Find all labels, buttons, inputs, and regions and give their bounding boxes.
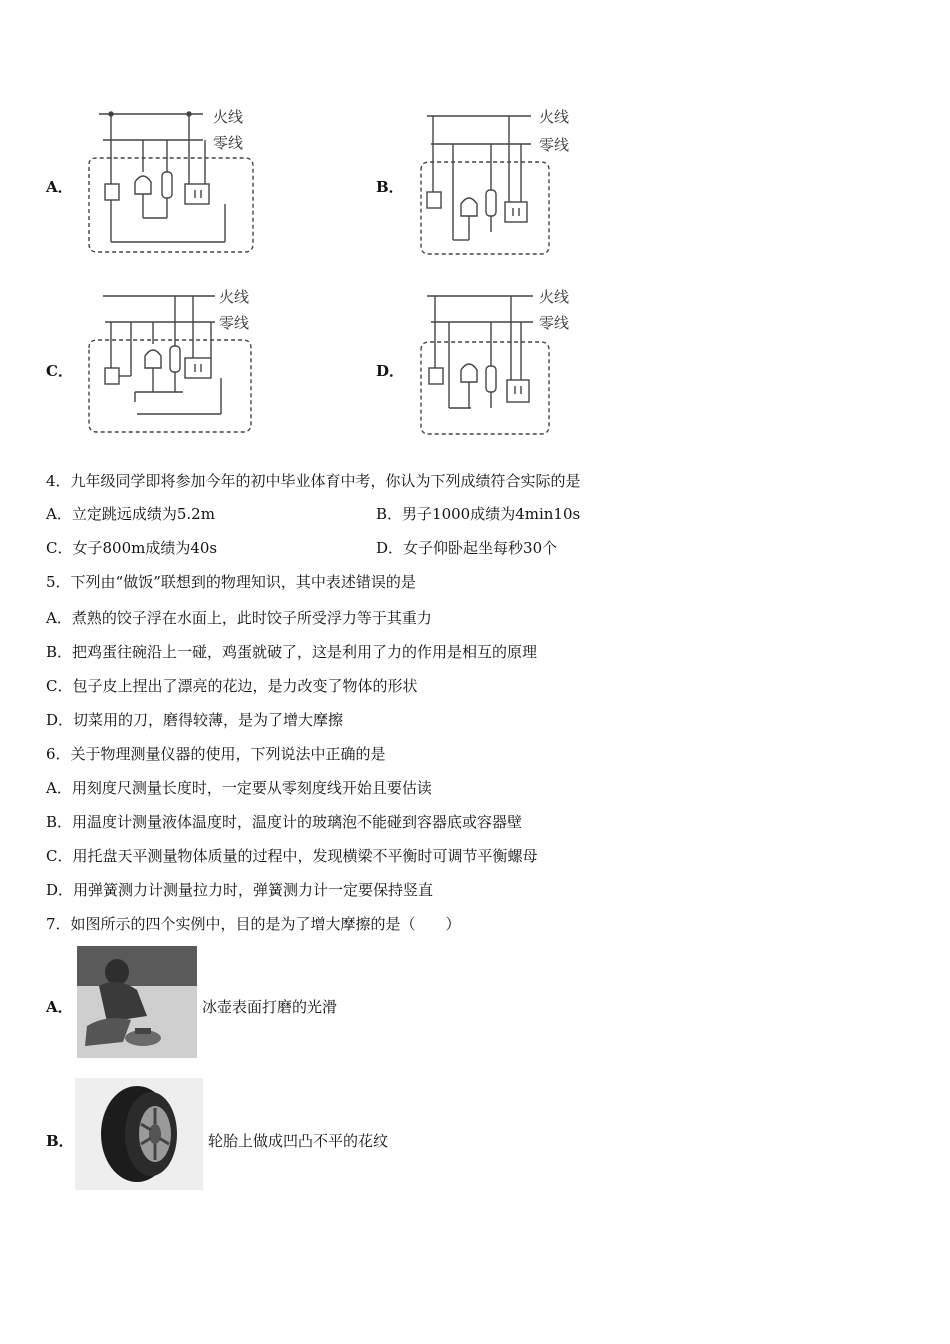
question-7-option-a-label: A． <box>46 998 73 1016</box>
circuit-diagram-a <box>85 104 265 256</box>
live-wire-label: 火线 <box>539 288 570 306</box>
circuit-diagram-b <box>415 104 595 259</box>
question-6-option-c: C．用托盘天平测量物体质量的过程中，发现横梁不平衡时可调节平衡螺母 <box>46 847 538 865</box>
tire-photo <box>75 1078 203 1190</box>
question-7-stem: 7．如图所示的四个实例中，目的是为了增大摩擦的是（ ） <box>46 915 461 933</box>
question-7-option-b-label: B． <box>46 1132 74 1150</box>
circuit-diagram-d <box>415 284 595 439</box>
question-7-option-a-caption: 冰壶表面打磨的光滑 <box>202 998 338 1016</box>
question-4-option-a: A．立定跳远成绩为5.2m <box>46 505 215 523</box>
live-wire-label: 火线 <box>213 108 244 126</box>
curling-photo <box>77 946 197 1058</box>
option-b-label: B． <box>376 178 404 196</box>
option-a-label: A． <box>46 178 73 196</box>
question-6-option-b: B．用温度计测量液体温度时，温度计的玻璃泡不能碰到容器底或容器壁 <box>46 813 523 831</box>
live-wire-label: 火线 <box>539 108 570 126</box>
question-5-stem: 5．下列由“做饭”联想到的物理知识，其中表述错误的是 <box>46 573 416 591</box>
neutral-wire-label: 零线 <box>539 136 570 154</box>
question-4-stem: 4．九年级同学即将参加今年的初中毕业体育中考，你认为下列成绩符合实际的是 <box>46 472 581 490</box>
neutral-wire-label: 零线 <box>213 134 244 152</box>
question-6-option-a: A．用刻度尺测量长度时，一定要从零刻度线开始且要估读 <box>46 779 432 797</box>
question-6-option-d: D．用弹簧测力计测量拉力时，弹簧测力计一定要保持竖直 <box>46 881 434 899</box>
live-wire-label: 火线 <box>219 288 250 306</box>
question-7-option-b-caption: 轮胎上做成凹凸不平的花纹 <box>208 1132 389 1150</box>
question-5-option-b: B．把鸡蛋往碗沿上一碰，鸡蛋就破了，这是利用了力的作用是相互的原理 <box>46 643 538 661</box>
neutral-wire-label: 零线 <box>219 314 250 332</box>
option-c-label: C． <box>46 362 73 380</box>
question-4-option-c: C．女子800m成绩为40s <box>46 539 218 557</box>
question-5-option-c: C．包子皮上捏出了漂亮的花边，是力改变了物体的形状 <box>46 677 418 695</box>
question-5-option-a: A．煮熟的饺子浮在水面上，此时饺子所受浮力等于其重力 <box>46 609 432 627</box>
question-4-option-d: D．女子仰卧起坐每秒30个 <box>376 539 558 557</box>
question-4-row-1 <box>46 503 581 524</box>
question-4-row-2 <box>46 537 558 558</box>
neutral-wire-label: 零线 <box>539 314 570 332</box>
question-6-stem: 6．关于物理测量仪器的使用，下列说法中正确的是 <box>46 745 386 763</box>
question-5-option-d: D．切菜用的刀，磨得较薄，是为了增大摩擦 <box>46 711 344 729</box>
circuit-diagram-c <box>85 284 265 436</box>
question-4-option-b: B．男子1000成绩为4min10s <box>376 505 581 523</box>
option-d-label: D． <box>376 362 405 380</box>
